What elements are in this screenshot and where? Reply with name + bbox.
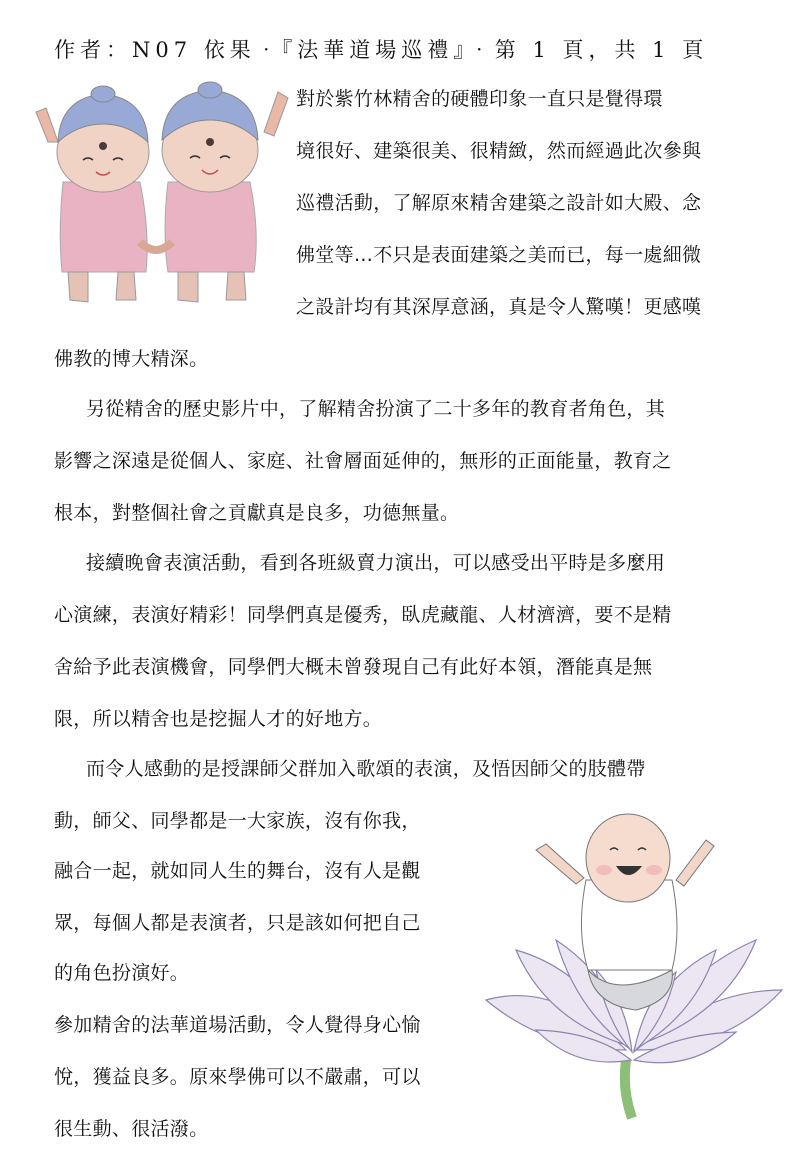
text-line: 佛教的博大精深。 bbox=[54, 348, 209, 370]
text-line: 的角色扮演好。 bbox=[54, 962, 190, 984]
text-line: 而令人感動的是授課師父群加入歌頌的表演，及悟因師父的肢體帶 bbox=[86, 758, 646, 780]
left-monk bbox=[36, 86, 149, 302]
text-line: 影響之深遠是從個人、家庭、社會層面延伸的，無形的正面能量，教育之 bbox=[54, 450, 672, 472]
text-line: 之設計均有其深厚意涵，真是令人驚嘆！更感嘆 bbox=[296, 296, 702, 318]
text-line: 境很好、建築很美、很精緻，然而經過此次參與 bbox=[296, 140, 702, 162]
text-line: 融合一起，就如同人生的舞台，沒有人是觀 bbox=[54, 860, 421, 882]
text-line: 接續晚會表演活動，看到各班級賣力演出，可以感受出平時是多麼用 bbox=[86, 552, 666, 574]
header-line: 作者：N07 依果‧『法華道場巡禮』‧第 1 頁，共 1 頁 bbox=[54, 38, 709, 62]
text-line: 根本，對整個社會之貢獻真是良多，功德無量。 bbox=[54, 502, 460, 524]
text-line: 參加精舍的法華道場活動，令人覺得身心愉 bbox=[54, 1014, 421, 1036]
text-line: 心演練，表演好精彩！同學們真是優秀，臥虎藏龍、人材濟濟，要不是精 bbox=[54, 604, 672, 626]
right-monk bbox=[162, 82, 288, 302]
text-line: 佛堂等…不只是表面建築之美而已，每一處細微 bbox=[296, 244, 702, 266]
text-line: 限，所以精舍也是挖掘人才的好地方。 bbox=[54, 708, 383, 730]
two-monks-illustration bbox=[28, 72, 290, 320]
text-line: 很生動、很活潑。 bbox=[54, 1118, 209, 1140]
text-line: 舍給予此表演機會，同學們大概未曾發現自己有此好本領，潛能真是無 bbox=[54, 656, 653, 678]
text-line: 巡禮活動，了解原來精舍建築之設計如大殿、念 bbox=[296, 192, 702, 214]
text-line: 另從精舍的歷史影片中，了解精舍扮演了二十多年的教育者角色，其 bbox=[86, 398, 666, 420]
text-line: 悅，獲益良多。原來學佛可以不嚴肅，可以 bbox=[54, 1066, 421, 1088]
text-line: 眾，每個人都是表演者，只是該如何把自己 bbox=[54, 912, 421, 934]
text-line: 對於紫竹林精舍的硬體印象一直只是覺得環 bbox=[296, 88, 663, 110]
lotus-monk-illustration bbox=[476, 800, 792, 1122]
text-line: 動，師父、同學都是一大家族，沒有你我， bbox=[54, 810, 421, 832]
